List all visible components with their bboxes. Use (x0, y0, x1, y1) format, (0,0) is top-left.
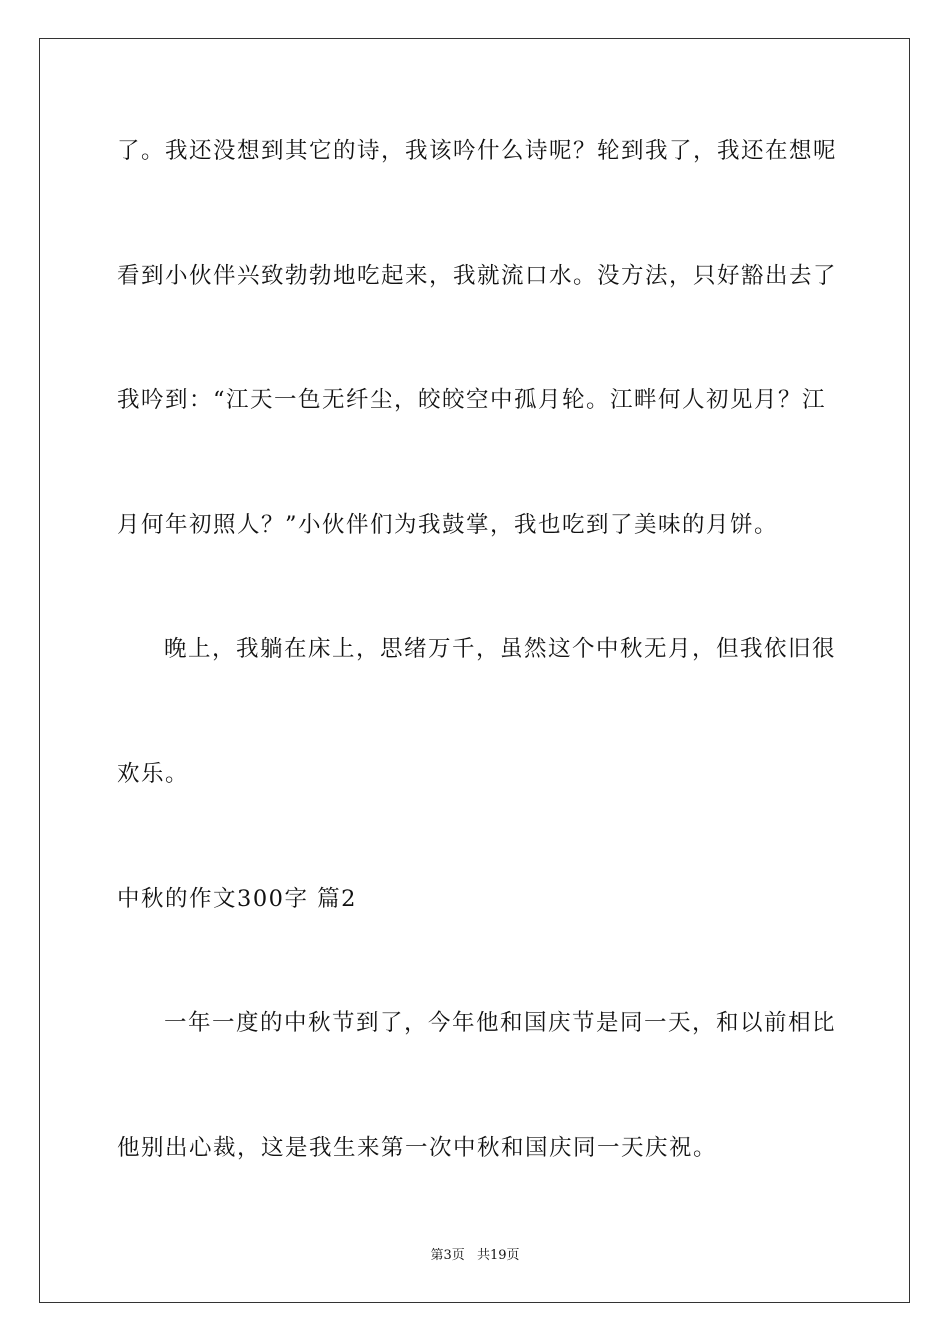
section-heading: 中秋的作文300字 篇2 (117, 886, 357, 912)
paragraph-line: 我吟到：“江天一色无纤尘，皎皎空中孤月轮。江畔何人初见月？江 (117, 387, 827, 413)
paragraph-line: 他别出心裁，这是我生来第一次中秋和国庆同一天庆祝。 (117, 1135, 718, 1161)
paragraph-line: 月何年初照人？”小伙伴们为我鼓掌，我也吃到了美味的月饼。 (117, 512, 779, 538)
paragraph-line: 欢乐。 (117, 761, 190, 787)
paragraph-line: 看到小伙伴兴致勃勃地吃起来，我就流口水。没方法，只好豁出去了 (117, 263, 838, 289)
paragraph-line: 一年一度的中秋节到了，今年他和国庆节是同一天，和以前相比 (164, 1010, 837, 1036)
page-total: 共19页 (476, 1248, 520, 1263)
page-number: 第3页 (430, 1248, 465, 1263)
page-footer (0, 1247, 950, 1265)
paragraph-line: 了。我还没想到其它的诗，我该吟什么诗呢？轮到我了，我还在想呢 (117, 138, 838, 164)
page-border (39, 38, 910, 1303)
paragraph-line: 晚上，我躺在床上，思绪万千，虽然这个中秋无月，但我依旧很 (164, 636, 837, 662)
